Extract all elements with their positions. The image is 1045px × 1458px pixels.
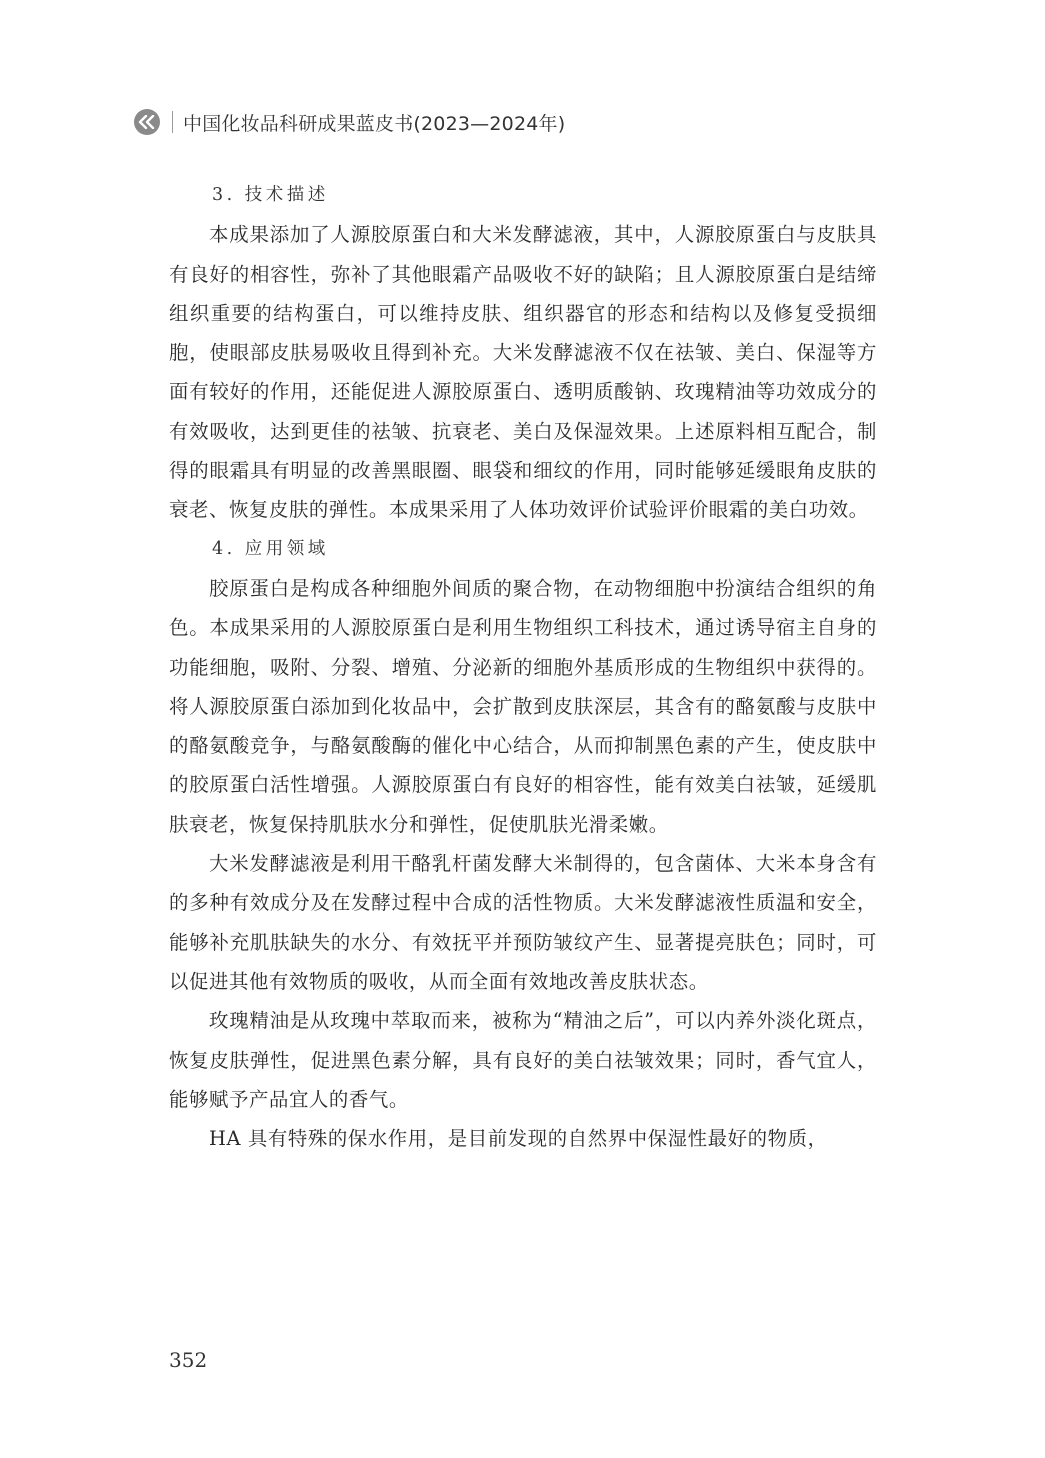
paragraph: 本成果添加了人源胶原蛋白和大米发酵滤液，其中，人源胶原蛋白与皮肤具有良好的相容性，弥补了其他眼霜产品吸收不好的缺陷；且人源胶原蛋白是结缔组织重要的结构蛋白，可以维持皮肤、组织器官的形态和结构以及修复受损细胞，使眼部皮肤易吸收且得到补充。大米发酵滤液不仅在祛皱、美白、保湿等方面有较好的作用，还能促进人源胶原蛋白、透明质酸钠、玫瑰精油等功效成分的有效吸收，达到更佳的祛皱、抗衰老、美白及保湿效果。上述原料相互配合，制得的眼霜具有明显的改善黑眼圈、眼袋和细纹的作用，同时能够延缓眼角皮肤的衰老、恢复皮肤的弹性。本成果采用了人体功效评价试验评价眼霜的美白功效。 — [169, 223, 877, 522]
running-header — [134, 108, 565, 136]
book-title: 中国化妆品科研成果蓝皮书(2023—2024年) — [183, 112, 566, 135]
double-chevron-left-icon — [134, 109, 160, 135]
page-body — [169, 176, 877, 1158]
paragraph: 胶原蛋白是构成各种细胞外间质的聚合物，在动物细胞中扮演结合组织的角色。本成果采用的人源胶原蛋白是利用生物组织工科技术，通过诱导宿主自身的功能细胞，吸附、分裂、增殖、分泌新的细胞外基质形成的生物组织中获得的。将人源胶原蛋白添加到化妆品中，会扩散到皮肤深层，其含有的酪氨酸与皮肤中的酪氨酸竞争，与酪氨酸酶的催化中心结合，从而抑制黑色素的产生，使皮肤中的胶原蛋白活性增强。人源胶原蛋白有良好的相容性，能有效美白祛皱，延缓肌肤衰老，恢复保持肌肤水分和弹性，促使肌肤光滑柔嫩。 — [169, 576, 877, 836]
section-heading-tech-description: 3. 技术描述 — [212, 185, 329, 205]
paragraph: HA 具有特殊的保水作用，是目前发现的自然界中保湿性最好的物质， — [209, 1127, 828, 1151]
paragraph: 玫瑰精油是从玫瑰中萃取而来，被称为“精油之后”，可以内养外淡化斑点，恢复皮肤弹性，促进黑色素分解，具有良好的美白祛皱效果；同时，香气宜人，能够赋予产品宜人的香气。 — [169, 1009, 877, 1111]
page-number: 352 — [169, 1348, 208, 1372]
header-divider — [172, 111, 173, 133]
section-heading-application-field: 4. 应用领域 — [212, 538, 329, 559]
paragraph: 大米发酵滤液是利用干酪乳杆菌发酵大米制得的，包含菌体、大米本身含有的多种有效成分及在发酵过程中合成的活性物质。大米发酵滤液性质温和安全，能够补充肌肤缺失的水分、有效抚平并预防皱纹产生、显著提亮肤色；同时，可以促进其他有效物质的吸收，从而全面有效地改善皮肤状态。 — [169, 852, 877, 993]
